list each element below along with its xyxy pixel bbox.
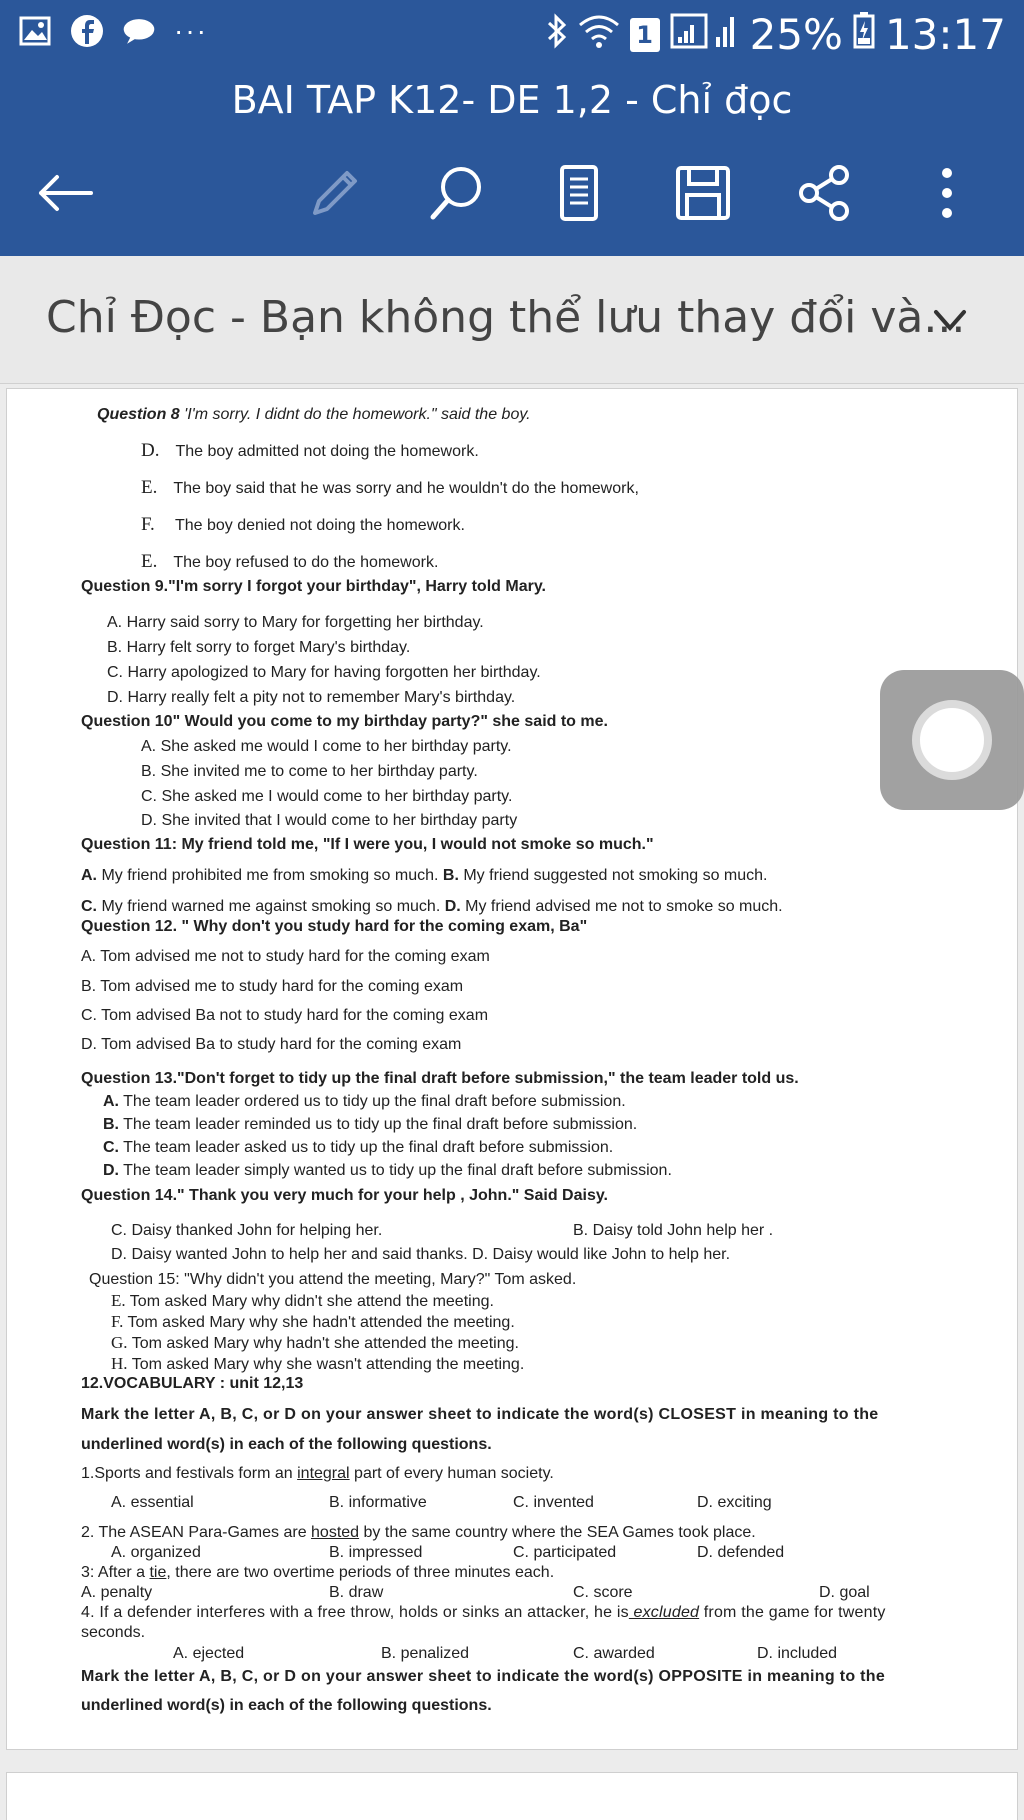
reading-view-icon [558,163,602,223]
reading-view-button[interactable] [545,158,615,228]
vocab-option: D. included [757,1645,838,1662]
question-9: Question 9."I'm sorry I forgot your birthday", Harry told Mary. [81,578,546,595]
question-12-option: A. Tom advised me not to study hard for the coming exam [81,948,490,965]
overflow-menu-icon [937,163,957,223]
battery-icon [853,10,875,59]
vocab-option: A. penalty [81,1584,153,1601]
question-8-option: E. The boy refused to do the homework. [141,551,439,572]
vocab-option: D. goal [819,1584,870,1601]
vocabulary-instruction: Mark the letter A, B, C, or D on your answer sheet to indicate the word(s) CLOSEST in meaning to the [81,1406,879,1423]
read-only-message: Chỉ Đọc - Bạn không thể lưu thay đổi và... [46,292,966,343]
question-9-option: A. Harry said sorry to Mary for forgetting her birthday. [107,614,484,631]
facebook-icon [70,14,104,48]
question-12-option: B. Tom advised me to study hard for the coming exam [81,978,464,995]
vocab-option: B. penalized [381,1645,470,1662]
vocab-option: C. participated [513,1544,617,1561]
question-12-option: C. Tom advised Ba not to study hard for the coming exam [81,1007,489,1024]
question-15-option: G. Tom asked Mary why hadn't she attended the meeting. [111,1333,519,1352]
overflow-menu-button[interactable] [912,158,982,228]
vocab-question-4: 4. If a defender interferes with a free throw, holds or sinks an attacker, he is excluded from the game for twenty [81,1604,886,1621]
question-8: Question 8 'I'm sorry. I didnt do the homework." said the boy. [97,406,531,423]
chevron-down-icon[interactable] [930,300,970,340]
sim-slot-badge: 1 [630,18,660,52]
search-icon [427,163,487,223]
question-14: Question 14." Thank you very much for your help , John." Said Daisy. [81,1187,608,1204]
question-12: Question 12. " Why don't you study hard for the coming exam, Ba" [81,918,588,935]
vocabulary-instruction: underlined word(s) in each of the following questions. [81,1436,492,1453]
question-15-option: H. Tom asked Mary why she wasn't attending the meeting. [111,1354,525,1373]
question-8-option: F. The boy denied not doing the homework. [141,514,465,535]
question-13-option: C. The team leader asked us to tidy up the final draft before submission. [103,1139,614,1156]
assistive-touch-button[interactable] [880,670,1024,810]
question-10-option: D. She invited that I would come to her birthday party [141,812,518,829]
share-button[interactable] [790,158,860,228]
question-10-option: A. She asked me would I come to her birthday party. [141,738,512,755]
vocab-option: D. defended [697,1544,785,1561]
question-9-option: B. Harry felt sorry to forget Mary's birthday. [107,639,411,656]
question-13-option: A. The team leader ordered us to tidy up the final draft before submission. [103,1093,626,1110]
status-bar [0,0,1024,72]
search-button[interactable] [422,158,492,228]
question-14-option: B. Daisy told John help her . [573,1222,774,1239]
document-page[interactable] [6,388,1018,1750]
save-button[interactable] [668,158,738,228]
vocab-option: B. impressed [329,1544,423,1561]
question-13: Question 13."Don't forget to tidy up the final draft before submission," the team leader told us. [81,1070,799,1087]
vocab-question-4-continued: seconds. [81,1624,146,1641]
question-15-option: F. Tom asked Mary why she hadn't attended the meeting. [111,1312,515,1331]
more-notifications-icon: ··· [174,15,208,46]
document-title: BAI TAP K12- DE 1,2 - Chỉ đọc [0,72,1024,128]
question-10-option: C. She asked me I would come to her birthday party. [141,788,513,805]
question-13-option: D. The team leader simply wanted us to tidy up the final draft before submission. [103,1162,672,1179]
back-arrow-icon [35,173,95,213]
question-15-option: E. Tom asked Mary why didn't she attend the meeting. [111,1291,494,1310]
gallery-icon [18,14,52,48]
question-13-option: B. The team leader reminded us to tidy up the final draft before submission. [103,1116,638,1133]
toolbar [0,128,1024,256]
question-11-options-ab: A. My friend prohibited me from smoking so much. B. My friend suggested not smoking so much. [81,867,768,884]
question-10: Question 10" Would you come to my birthday party?" she said to me. [81,713,608,730]
chat-bubble-icon [122,14,156,48]
question-15: Question 15: "Why didn't you attend the meeting, Mary?" Tom asked. [89,1271,577,1288]
save-icon [673,163,733,223]
vocabulary-instruction: Mark the letter A, B, C, or D on your answer sheet to indicate the word(s) OPPOSITE in meaning to the [81,1668,886,1685]
vocab-option: C. invented [513,1494,594,1511]
question-10-option: B. She invited me to come to her birthday party. [141,763,478,780]
vocab-option: D. exciting [697,1494,772,1511]
vocab-option: C. score [573,1584,633,1601]
vocab-question-2: 2. The ASEAN Para-Games are hosted by the same country where the SEA Games took place. [81,1524,756,1541]
read-only-banner[interactable] [0,256,1024,384]
clock: 13:17 [884,10,1006,59]
back-button[interactable] [30,158,100,228]
question-9-option: D. Harry really felt a pity not to remember Mary's birthday. [107,689,516,706]
vocab-option: B. informative [329,1494,427,1511]
vocab-option: C. awarded [573,1645,655,1662]
question-9-option: C. Harry apologized to Mary for having forgotten her birthday. [107,664,541,681]
vocab-question-1: 1.Sports and festivals form an integral part of every human society. [81,1465,554,1482]
vocab-option: A. organized [111,1544,201,1561]
share-icon [795,163,855,223]
battery-percent: 25% [749,10,843,59]
vocab-option: B. draw [329,1584,384,1601]
question-11-options-cd: C. My friend warned me against smoking so much. D. My friend advised me not to smoke so much. [81,898,783,915]
edit-button[interactable] [300,158,370,228]
question-14-option: C. Daisy thanked John for helping her. [111,1222,383,1239]
pencil-icon [307,165,363,221]
assistive-touch-ring-icon [912,700,992,780]
question-11: Question 11: My friend told me, "If I were you, I would not smoke so much." [81,836,654,853]
wifi-icon [578,10,620,59]
question-8-option: D. The boy admitted not doing the homework. [141,440,479,461]
bluetooth-icon [546,10,568,59]
vocab-option: A. ejected [173,1645,245,1662]
vocabulary-heading: 12.VOCABULARY : unit 12,13 [81,1375,304,1392]
vocab-option: A. essential [111,1494,194,1511]
question-8-option: E. The boy said that he was sorry and he wouldn't do the homework, [141,477,639,498]
signal-icon [670,10,740,59]
next-document-page[interactable] [6,1772,1018,1820]
question-14-option: D. Daisy wanted John to help her and said thanks. D. Daisy would like John to help her. [111,1246,731,1263]
vocabulary-instruction: underlined word(s) in each of the following questions. [81,1697,492,1714]
question-12-option: D. Tom advised Ba to study hard for the coming exam [81,1036,462,1053]
vocab-question-3: 3: After a tie, there are two overtime periods of three minutes each. [81,1564,555,1581]
